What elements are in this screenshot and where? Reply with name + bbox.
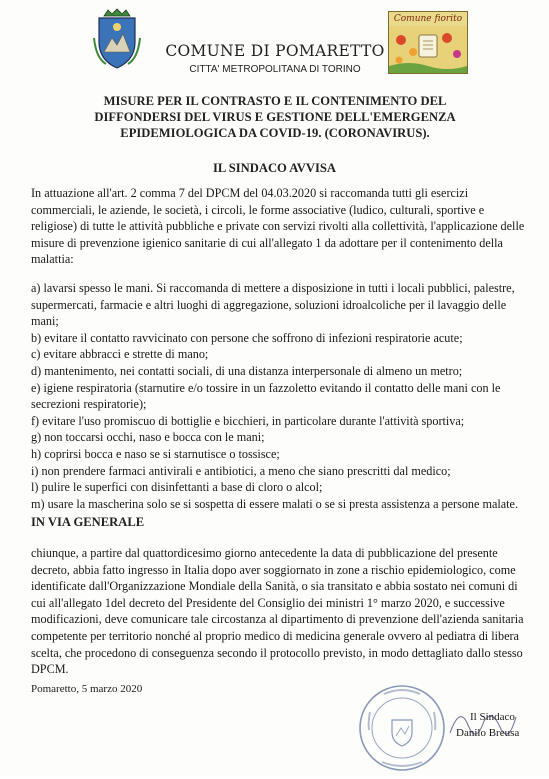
comune-fiorito-logo [388, 11, 468, 74]
measure-item: m) usare la mascherina solo se si sospetta di essere malati o se si presta assistenza a persone malate. [31, 496, 519, 511]
coat-of-arms-icon [92, 8, 142, 70]
general-heading: IN VIA GENERALE [31, 515, 145, 529]
measure-item: i) non prendere farmaci antivirali e antibiotici, a meno che siano prescritti dal medico; [31, 463, 451, 478]
measure-item: b) evitare il contatto ravvicinato con persone che soffrono di infezioni respiratorie acute; [31, 330, 463, 345]
general-paragraph: chiunque, a partire dal quattordicesimo giorno antecedente la data di pubblicazione del presente decreto, abbia fatto ingresso in Italia dopo aver soggiornato in zone a rischio epidemiologico, come identificate dall'Organizzazione Mondiale della Sanità, o sia transitato e abbia sostato nei comuni di cui all'allegato 1del decreto del Presidente del Consiglio dei ministri 1° marzo 2020, e successive modificazioni, deve comunicare tale circostanza al dipartimento di prevenzione dell'azienda sanitaria competente per territorio nonché al proprio medico di medicina generale ovvero al pediatra di libera scelta, che procedono di conseguenza secondo il protocollo previsto, in modo dettagliato dallo stesso DPCM. [31, 546, 524, 677]
intro-paragraph: In attuazione all'art. 2 comma 7 del DPCM del 04.03.2020 si raccomanda tutti gli esercizi commerciali, le aziende, le società, i circoli, le forme associative (ludico, culturali, sportive e religiose) di tutte le attività pubbliche e private con servizi rivolti alla collettività, l'applicazione delle misure di prevenzione igienico sanitarie di cui all'allegato 1 da adottare per il contenimento della malattia: [31, 186, 525, 266]
measures-list [31, 280, 525, 512]
notice-title: IL SINDACO AVVISA [213, 161, 336, 175]
place-date: Pomaretto, 5 marzo 2020 [31, 683, 143, 695]
measure-item: e) igiene respiratoria (starnutire e/o tossire in un fazzoletto evitando il contatto delle mani con le secrezioni respiratorie); [31, 380, 501, 412]
measure-item: g) non toccarsi occhi, naso e bocca con le mani; [31, 430, 265, 445]
comune-subtitle: CITTA' METROPOLITANA DI TORINO [189, 64, 361, 75]
signatory-name: Danilo Breusa [456, 727, 520, 739]
heading-line-2: DIFFONDERSI DEL VIRUS E GESTIONE DELL'EMERGENZA [94, 110, 456, 125]
measure-item: d) mantenimento, nei contatti sociali, di una distanza interpersonale di almeno un metro; [31, 363, 463, 378]
heading-line-3: EPIDEMIOLOGICA DA COVID-19. (CORONAVIRUS). [120, 126, 430, 141]
signatory-title: Il Sindaco [470, 711, 515, 723]
measure-item: l) pulire le superfici con disinfettanti a base di cloro o alcol; [31, 480, 323, 495]
measure-item: h) coprirsi bocca e naso se si starnutisce o tossisce; [31, 446, 280, 461]
comune-name: COMUNE DI POMARETTO [165, 42, 385, 60]
measure-item: c) evitare abbracci e strette di mano; [31, 347, 209, 362]
heading-line-1: MISURE PER IL CONTRASTO E IL CONTENIMENTO DEL [103, 94, 447, 108]
official-stamp-icon [356, 682, 448, 774]
document-heading [40, 93, 510, 142]
badge-label: Comune fiorito [393, 14, 463, 24]
measure-item: a) lavarsi spesso le mani. Si raccomanda di mettere a disposizione in tutti i locali pubblici, palestre, supermercati, farmacie e altri luoghi di aggregazione, soluzioni idroalcoliche per il lavaggio delle mani; [31, 281, 515, 329]
flowers-icon [389, 26, 467, 73]
measure-item: f) evitare l'uso promiscuo di bottiglie e bicchieri, in particolare durante l'attività sportiva; [31, 413, 465, 428]
